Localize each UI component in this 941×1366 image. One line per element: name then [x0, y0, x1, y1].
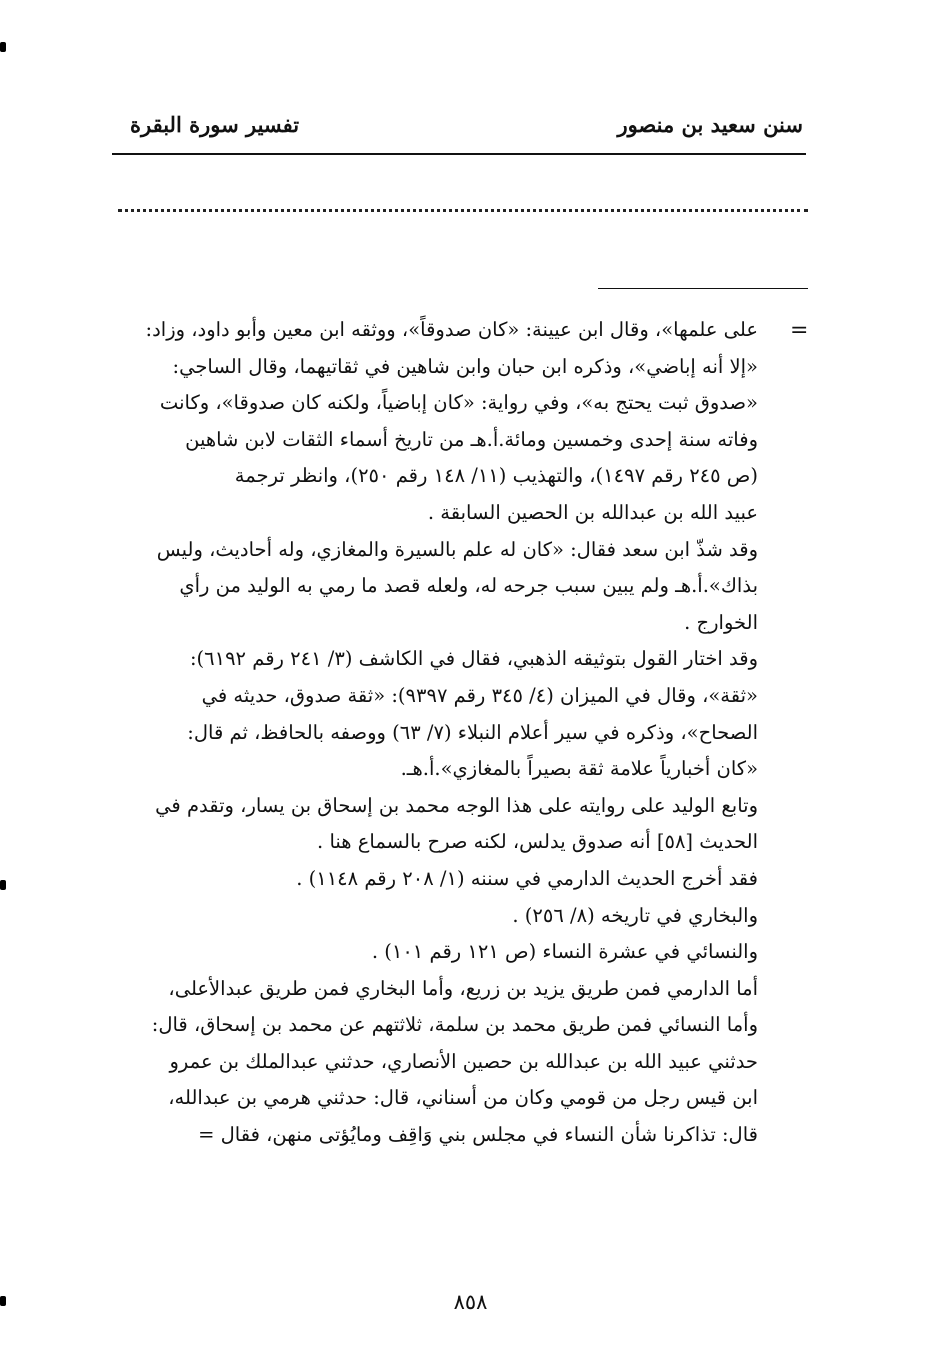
dotted-separator: [118, 209, 808, 212]
header-rule: [112, 153, 806, 155]
footnote-line: ابن قيس رجل من قومي وكان من أسناني، قال: حدثني هرمي بن عبدالله،: [168, 1086, 758, 1110]
footnote-line: وقد شذّ ابن سعد فقال: «كان له علم بالسيرة والمغازي، وله أحاديث، وليس: [156, 537, 758, 561]
footnote-line: (ص ٢٤٥ رقم ١٤٩٧)، والتهذيب (١١/ ١٤٨ رقم ٢٥٠)، وانظر ترجمة: [234, 464, 758, 488]
footnote-line: والنسائي في عشرة النساء (ص ١٢١ رقم ١٠١) .: [371, 940, 758, 964]
footnote-line: بذاك».أ.هـ ولم يبين سبب جرحه له، ولعله قصد ما رمي به الوليد من رأي: [179, 574, 758, 598]
footnote-line: وأما النسائي فمن طريق محمد بن سلمة، ثلاثتهم عن محمد بن إسحاق، قال:: [151, 1013, 758, 1037]
footnote-line: وقد اختار القول بتوثيقه الذهبي، فقال في الكاشف (٣/ ٢٤١ رقم ٦١٩٢):: [189, 647, 758, 671]
footnote-line: والبخاري في تاريخه (٨/ ٢٥٦) .: [512, 903, 758, 927]
running-head-book-title: سنن سعيد بن منصور: [617, 112, 803, 137]
footnote-line: فقد أخرج الحديث الدارمي في سننه (١/ ٢٠٨ رقم ١١٤٨) .: [296, 866, 758, 890]
scan-speck: [0, 880, 6, 890]
footnote-line: حدثني عبيد الله بن عبدالله بن حصين الأنصاري، حدثني عبدالملك بن عمرو: [169, 1049, 758, 1073]
footnote-line: الخوارج .: [684, 610, 758, 634]
footnote-rule: [598, 288, 808, 289]
footnote-line: أما الدارمي فمن طريق يزيد بن زريع، وأما البخاري فمن طريق عبدالأعلى،: [168, 976, 758, 1000]
footnote-line: وفاته سنة إحدى وخمسين ومائة.أ.هـ من تاريخ أسماء الثقات لابن شاهين: [185, 427, 758, 451]
continuation-mark: =: [790, 318, 809, 343]
footnote-line: «صدوق ثبت يحتج به»، وفي رواية: «كان إباضياً، ولكنه كان صدوقا»، وكانت: [159, 391, 758, 415]
footnote-line: وتابع الوليد على روايته على هذا الوجه محمد بن إسحاق بن يسار، وتقدم في: [155, 793, 758, 817]
footnote-line: الحديث [٥٨] أنه صدوق يدلس، لكنه صرح بالسماع هنا .: [317, 830, 758, 854]
footnote-line: «ثقة»، وقال في الميزان (٤/ ٣٤٥ رقم ٩٣٩٧): «ثقة صدوق، حديثه في: [201, 683, 758, 707]
scan-speck: [0, 1296, 6, 1306]
scan-speck: [0, 42, 6, 52]
footnote-line: «إلا أنه إباضي»، وذكره ابن حبان وابن شاهين في ثقاتيهما، وقال الساجي:: [172, 354, 758, 378]
footnote-line: قال: تذاكرنا شأن النساء في مجلس بني وَاقِف ومايُؤتى منهن، فقال =: [198, 1123, 758, 1147]
footnote-text: [118, 312, 758, 1154]
footnote-line: «كان أخبارياً علامة ثقة بصيراً بالمغازي».أ.هـ.: [400, 757, 758, 781]
running-head-section-title: تفسير سورة البقرة: [130, 112, 300, 137]
page-number: ٨٥٨: [453, 1290, 488, 1314]
footnote-line: عبيد الله بن عبدالله بن الحصين السابقة .: [427, 500, 758, 524]
footnote-line: الصحاح»، وذكره في سير أعلام النبلاء (٧/ ٦٣) ووصفه بالحافظ، ثم قال:: [187, 720, 758, 744]
footnote-line: على علمها»، وقال ابن عيينة: «كان صدوقاً»، ووثقه ابن معين وأبو داود، وزاد:: [145, 318, 758, 341]
